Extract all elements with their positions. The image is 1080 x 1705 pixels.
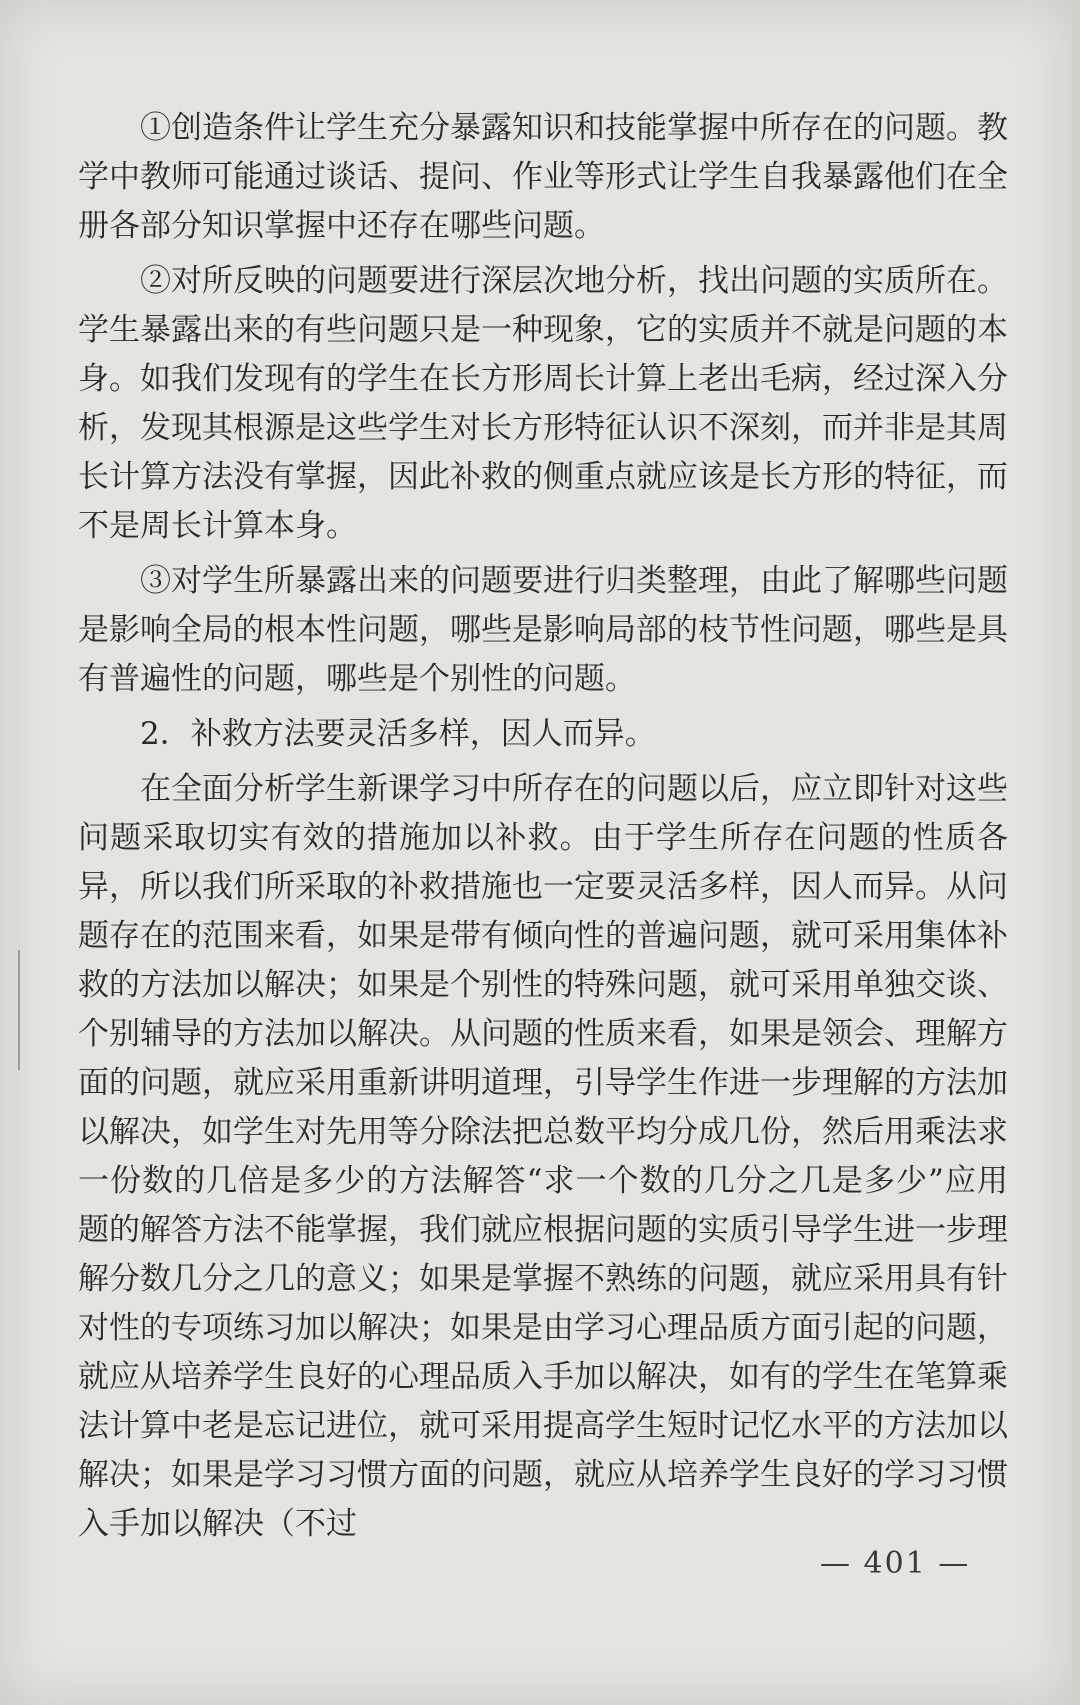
paragraph-2: ②对所反映的问题要进行深层次地分析，找出问题的实质所在。学生暴露出来的有些问题只是一种现象，它的实质并不就是问题的本身。如我们发现有的学生在长方形周长计算上老出毛病，经过深入分析，发现其根源是这些学生对长方形特征认识不深刻，而并非是其周长计算方法没有掌握，因此补救的侧重点就应该是长方形的特征，而不是周长计算本身。 [78, 263, 1008, 544]
page-number: — 401 — [820, 1546, 971, 1581]
body-text [78, 104, 1008, 1555]
section-heading: 2．补救方法要灵活多样，因人而异。 [140, 716, 656, 752]
paragraph-1: ①创造条件让学生充分暴露知识和技能掌握中所存在的问题。教学中教师可能通过谈话、提问、作业等形式让学生自我暴露他们在全册各部分知识掌握中还存在哪些问题。 [78, 110, 1008, 244]
paragraph-4: 在全面分析学生新课学习中所存在的问题以后，应立即针对这些问题采取切实有效的措施加以补救。由于学生所存在问题的性质各异，所以我们所采取的补救措施也一定要灵活多样，因人而异。从问题存在的范围来看，如果是带有倾向性的普遍问题，就可采用集体补救的方法加以解决；如果是个别性的特殊问题，就可采用单独交谈、个别辅导的方法加以解决。从问题的性质来看，如果是领会、理解方面的问题，就应采用重新讲明道理，引导学生作进一步理解的方法加以解决，如学生对先用等分除法把总数平均分成几份，然后用乘法求一份数的几倍是多少的方法解答“求一个数的几分之几是多少”应用题的解答方法不能掌握，我们就应根据问题的实质引导学生进一步理解分数几分之几的意义；如果是掌握不熟练的问题，就应采用具有针对性的专项练习加以解决；如果是由学习心理品质方面引起的问题，就应从培养学生良好的心理品质入手加以解决，如有的学生在笔算乘法计算中老是忘记进位，就可采用提高学生短时记忆水平的方法加以解决；如果是学习习惯方面的问题，就应从培养学生良好的学习习惯入手加以解决（不过 [78, 771, 1008, 1542]
paragraph-3: ③对学生所暴露出来的问题要进行归类整理，由此了解哪些问题是影响全局的根本性问题，哪些是影响局部的枝节性问题，哪些是具有普遍性的问题，哪些是个别性的问题。 [78, 563, 1008, 697]
page-edge-mark [18, 950, 20, 1070]
